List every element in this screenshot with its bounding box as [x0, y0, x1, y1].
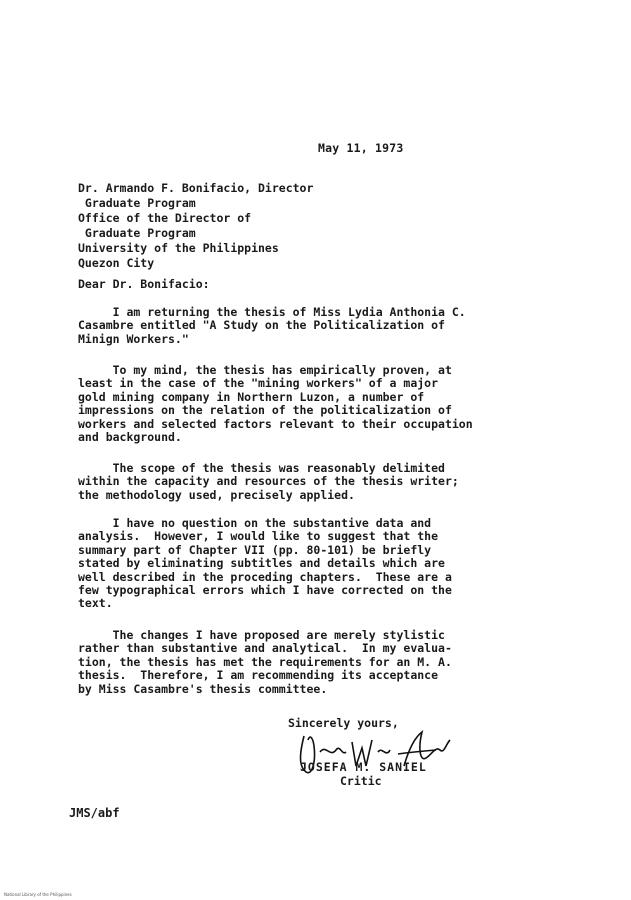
archive-footer: National Library of the Philippines	[4, 892, 72, 897]
signer-name: JOSEFA M. SANIEL	[300, 760, 427, 774]
body-paragraph-3: The scope of the thesis was reasonably delimited within the capacity and resources of the thesis writer; the methodology used, precisely applied.	[78, 461, 459, 502]
address-line: Office of the Director of	[78, 211, 252, 225]
letter-date: May 11, 1973	[318, 141, 404, 155]
body-paragraph-4: I have no question on the substantive data and analysis. However, I would like to suggest that the summary part of Chapter VII (pp. 80-101) be briefly stated by eliminating subtitles and details which are well described in the proceding chapters. These are a few typographical errors which I have corrected on the text.	[78, 516, 452, 611]
closing: Sincerely yours,	[288, 716, 399, 730]
address-line: Quezon City	[78, 256, 155, 270]
body-paragraph-1: I am returning the thesis of Miss Lydia Anthonia C. Casambre entitled "A Study on the Politicalization of Minign Workers."	[78, 305, 466, 346]
salutation: Dear Dr. Bonifacio:	[78, 277, 210, 291]
recipient-address	[78, 181, 313, 271]
body-paragraph-5: The changes I have proposed are merely stylistic rather than substantive and analytical. In my evalua- tion, the thesis has met the requirements for an M. A. thesis. Therefore, I am recommending its acceptance by Miss Casambre's thesis committee.	[78, 628, 452, 696]
address-line: Graduate Program	[78, 196, 196, 210]
address-line: Graduate Program	[78, 226, 196, 240]
signer-role: Critic	[340, 774, 382, 788]
address-line: Dr. Armando F. Bonifacio, Director	[78, 181, 314, 195]
reference-initials: JMS/abf	[69, 806, 120, 820]
body-paragraph-2: To my mind, the thesis has empirically proven, at least in the case of the "mining workers" of a major gold mining company in Northern Luzon, a number of impressions on the relation of the politicalization of workers and selected factors relevant to their occupation and background.	[78, 363, 473, 445]
address-line: University of the Philippines	[78, 241, 279, 255]
